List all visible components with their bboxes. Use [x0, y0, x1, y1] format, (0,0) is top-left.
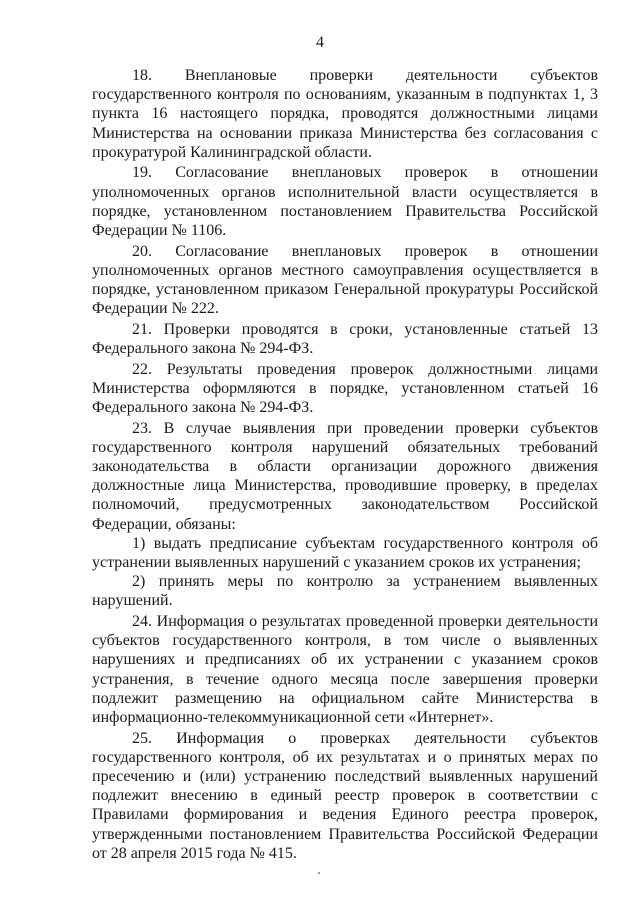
paragraph-23: 23. В случае выявления при проведении проверки субъектов государственного контроля нарушений обязательных требований законодательства в области организации дорожного движения должностные лица Министерства, проводившие проверку, в пределах полномочий, предусмотренных законодательством Российской Федерации, обязаны: — [92, 419, 598, 533]
paragraph-19: 19. Согласование внеплановых проверок в отношении уполномоченных органов исполнительной власти осуществляется в порядке, установленном постановлением Правительства Российской Федерации № 1106. — [92, 164, 598, 240]
paragraph-20: 20. Согласование внеплановых проверок в отношении уполномоченных органов местного самоуправления осуществляется в порядке, установленном приказом Генеральной прокуратуры Российской Федерации № 222. — [92, 242, 598, 318]
paragraph-23-item-2: 2) принять меры по контролю за устранением выявленных нарушений. — [92, 573, 598, 610]
paragraph-21: 21. Проверки проводятся в сроки, установленные статьей 13 Федерального закона № 294-ФЗ. — [92, 320, 598, 358]
paragraph-22: 22. Результаты проведения проверок должностными лицами Министерства оформляются в порядке, установленном статьей 16 Федерального закона № 294-ФЗ. — [92, 360, 598, 417]
scan-speck — [318, 872, 320, 874]
document-body — [92, 66, 598, 864]
paragraph-24: 24. Информация о результатах проведенной проверки деятельности субъектов государственного контроля, в том числе о выявленных нарушениях и предписаниях об их устранении с указанием сроков устранения, в течение одного месяца после завершения проверки подлежит размещению на официальном сайте Министерства в информационно-телекоммуникационной сети «Интернет». — [92, 613, 598, 727]
paragraph-18: 18. Внеплановые проверки деятельности субъектов государственного контроля по основаниям, указанным в подпунктах 1, 3 пункта 16 настоящего порядка, проводятся должностными лицами Министерства на основании приказа Министерства без согласования с прокуратурой Калининградской области. — [92, 67, 598, 161]
paragraph-23-item-1: 1) выдать предписание субъектам государственного контроля об устранении выявленных нарушений с указанием сроков их устранения; — [92, 534, 598, 572]
paragraph-25: 25. Информация о проверках деятельности субъектов государственного контроля, об их результатах и о принятых мерах по пресечению и (или) устранению последствий выявленных нарушений подлежит внесению в единый реестр проверок в соответствии с Правилами формирования и ведения Единого реестра проверок, утвержденными постановлением Правительства Российской Федерации от 28 апреля 2015 года № 415. — [92, 729, 598, 862]
page-number: 4 — [316, 34, 324, 51]
